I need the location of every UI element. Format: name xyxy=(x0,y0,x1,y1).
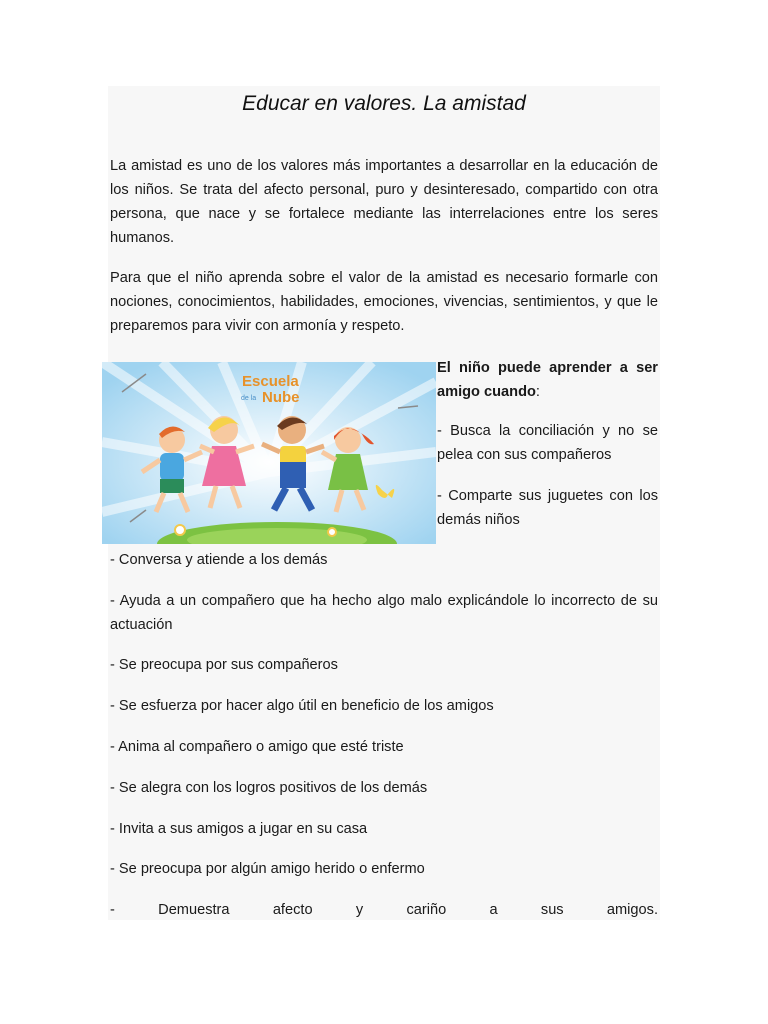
list-heading xyxy=(437,356,658,404)
logo-word-escuela: Escuela xyxy=(242,373,299,390)
logo-word-de-la: de la xyxy=(241,395,257,402)
list-item: - Se preocupa por algún amigo herido o enfermo xyxy=(110,861,425,877)
list-item: - Se alegra con los logros positivos de los demás xyxy=(110,780,428,796)
list-item: - Se preocupa por sus compañeros xyxy=(110,657,338,673)
list-item: - Demuestra afecto y cariño a sus amigos. xyxy=(110,902,658,918)
page-title: Educar en valores. La amistad xyxy=(242,92,526,115)
school-logo xyxy=(241,373,300,406)
list-item: - Busca la conciliación y no se pelea con sus compañeros xyxy=(437,423,658,463)
list-item: - Invita a sus amigos a jugar en su casa xyxy=(110,821,368,837)
list-heading-bold: El niño puede aprender a ser amigo cuando xyxy=(437,360,658,400)
logo-word-nube: Nube xyxy=(262,389,300,406)
list-heading-colon: : xyxy=(535,384,540,400)
list-item: - Comparte sus juguetes con los demás niños xyxy=(437,488,658,528)
list-item: - Ayuda a un compañero que ha hecho algo malo explicándole lo incorrecto de su actuación xyxy=(110,593,658,633)
children-illustration xyxy=(102,362,436,544)
second-paragraph: Para que el niño aprenda sobre el valor de la amistad es necesario formarle con nociones, conocimientos, habilidades, emociones, vivencias, sentimientos, y que le preparemos para vivir con armonía y respeto. xyxy=(110,270,658,334)
list-item: - Anima al compañero o amigo que esté triste xyxy=(110,739,404,755)
intro-paragraph: La amistad es uno de los valores más importantes a desarrollar en la educación de los niños. Se trata del afecto personal, puro y desinteresado, compartido con otra persona, que nace y se fortalece mediante las interrelaciones entre los seres humanos. xyxy=(110,158,658,246)
list-item: - Conversa y atiende a los demás xyxy=(110,552,328,568)
list-item: - Se esfuerza por hacer algo útil en beneficio de los amigos xyxy=(110,698,494,714)
children-dancing-image xyxy=(102,362,436,544)
